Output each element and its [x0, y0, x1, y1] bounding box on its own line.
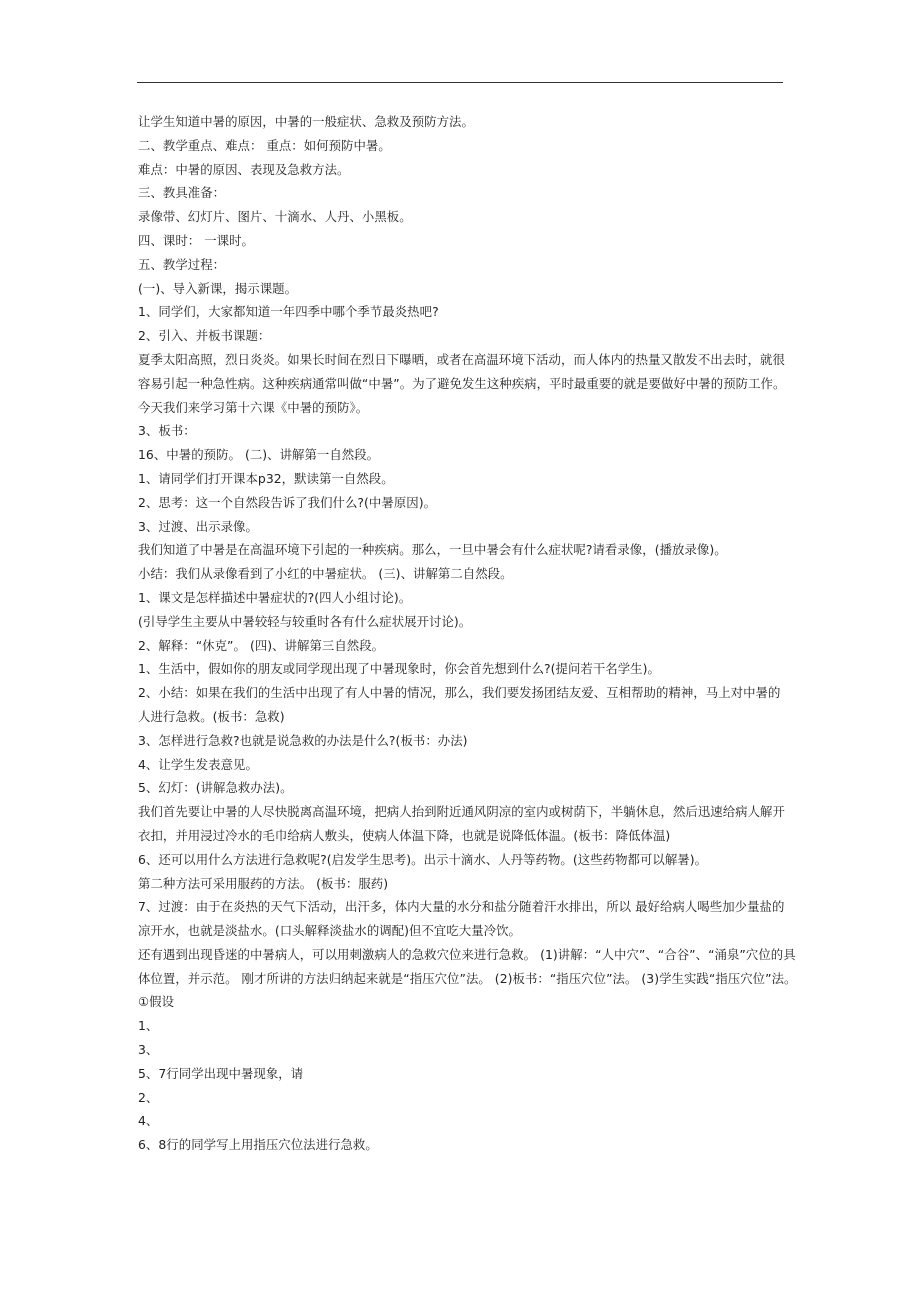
text-line: 1、	[138, 1018, 159, 1034]
text-line: 3、怎样进行急救?也就是说急救的办法是什么?(板书：办法)	[138, 732, 468, 748]
text-line: 2、引入、并板书课题：	[138, 328, 271, 344]
text-line: 1、课文是怎样描述中暑症状的?(四人小组讨论)。	[138, 589, 412, 605]
text-line: 2、小结：如果在我们的生活中出现了有人中暑的情况，那么，我们要发扬团结友爱、互相帮助的精神，马上对中暑的	[138, 685, 781, 701]
text-line: 7、过渡：由于在炎热的天气下活动，出汗多，体内大量的水分和盐分随着汗水排出，所以 最好给病人喝些加少量盐的	[138, 899, 785, 915]
text-line: ①假设	[138, 994, 175, 1010]
text-line: 让学生知道中暑的原因，中暑的一般症状、急救及预防方法。	[138, 114, 474, 129]
text-line: 夏季太阳高照，烈日炎炎。如果长时间在烈日下曝晒，或者在高温环境下活动，而人体内的热量又散发不出去时，就很	[138, 351, 785, 367]
text-line: (一)、导入新课，揭示课题。	[138, 280, 298, 296]
text-line: 1、生活中，假如你的朋友或同学现出现了中暑现象时，你会首先想到什么?(提问若干名学生)。	[138, 661, 660, 677]
text-line: 容易引起一种急性病。这种疾病通常叫做“中暑”。为了避免发生这种疾病，平时最重要的就是要做好中暑的预防工作。	[138, 375, 786, 391]
text-line: 我们首先要让中暑的人尽快脱离高温环境，把病人抬到附近通风阴凉的室内或树荫下，半躺休息，然后迅速给病人解开	[138, 804, 785, 820]
text-line: 五、教学过程：	[138, 256, 226, 272]
text-line: 3、过渡、出示录像。	[138, 518, 258, 534]
text-line: 小结：我们从录像看到了小红的中暑症状。 (三)、讲解第二自然段。	[138, 566, 513, 582]
text-line: 16、中暑的预防。 (二)、讲解第一自然段。	[138, 447, 380, 463]
text-line: 2、	[138, 1089, 159, 1105]
text-line: 难点：中暑的原因、表现及急救方法。	[138, 161, 350, 177]
text-line: 6、8行的同学写上用指压穴位法进行急救。	[138, 1137, 378, 1153]
text-line: 第二种方法可采用服药的方法。 (板书：服药)	[138, 875, 389, 891]
text-line: 6、还可以用什么方法进行急救呢?(启发学生思考)。出示十滴水、人丹等药物。(这些药物都可以解暑)。	[138, 851, 708, 867]
text-line: 5、7行同学出现中暑现象，请	[138, 1065, 304, 1081]
text-line: 3、板书：	[138, 423, 196, 439]
document-body	[138, 110, 797, 1157]
text-line: 四、课时： 一课时。	[138, 232, 254, 248]
text-line: 3、	[138, 1042, 159, 1058]
text-line: 1、同学们，大家都知道一年四季中哪个季节最炎热吧?	[138, 304, 439, 320]
text-line: 1、请同学们打开课本p32，默读第一自然段。	[138, 470, 394, 486]
text-line: 凉开水，也就是淡盐水。(口头解释淡盐水的调配)但不宜吃大量冷饮。	[138, 923, 521, 939]
text-line: 4、让学生发表意见。	[138, 756, 258, 772]
text-line: 我们知道了中暑是在高温环境下引起的一种疾病。那么，一旦中暑会有什么症状呢?请看录像，(播放录像)。	[138, 542, 727, 558]
text-line: 衣扣，并用浸过冷水的毛巾给病人敷头，使病人体温下降，也就是说降低体温。(板书：降低体温)	[138, 827, 671, 843]
text-line: 体位置，并示范。 刚才所讲的方法归纳起来就是“指压穴位”法。 (2)板书：“指压穴位”法。 (3)学生实践“指压穴位”法。	[138, 970, 797, 986]
text-line: 5、幻灯：(讲解急救办法)。	[138, 780, 293, 796]
text-line: 4、	[138, 1113, 159, 1129]
text-line: 二、教学重点、难点： 重点：如何预防中暑。	[138, 137, 391, 153]
text-line: 人进行急救。(板书：急救)	[138, 708, 285, 724]
text-line: 2、解释：“休克”。 (四)、讲解第三自然段。	[138, 637, 385, 653]
header-rule	[137, 82, 783, 83]
text-line: 录像带、幻灯片、图片、十滴水、人丹、小黑板。	[138, 209, 412, 225]
text-line: (引导学生主要从中暑较轻与较重时各有什么症状展开讨论)。	[138, 613, 472, 629]
text-line: 三、教具准备：	[138, 185, 226, 201]
text-line: 还有遇到出现昏迷的中暑病人，可以用刺激病人的急救穴位来进行急救。 (1)讲解：“人中穴”、“合谷”、“涌泉”穴位的具	[138, 946, 796, 962]
text-line: 2、思考：这一个自然段告诉了我们什么?(中暑原因)。	[138, 494, 437, 510]
text-line: 今天我们来学习第十六课《中暑的预防》。	[138, 399, 369, 415]
